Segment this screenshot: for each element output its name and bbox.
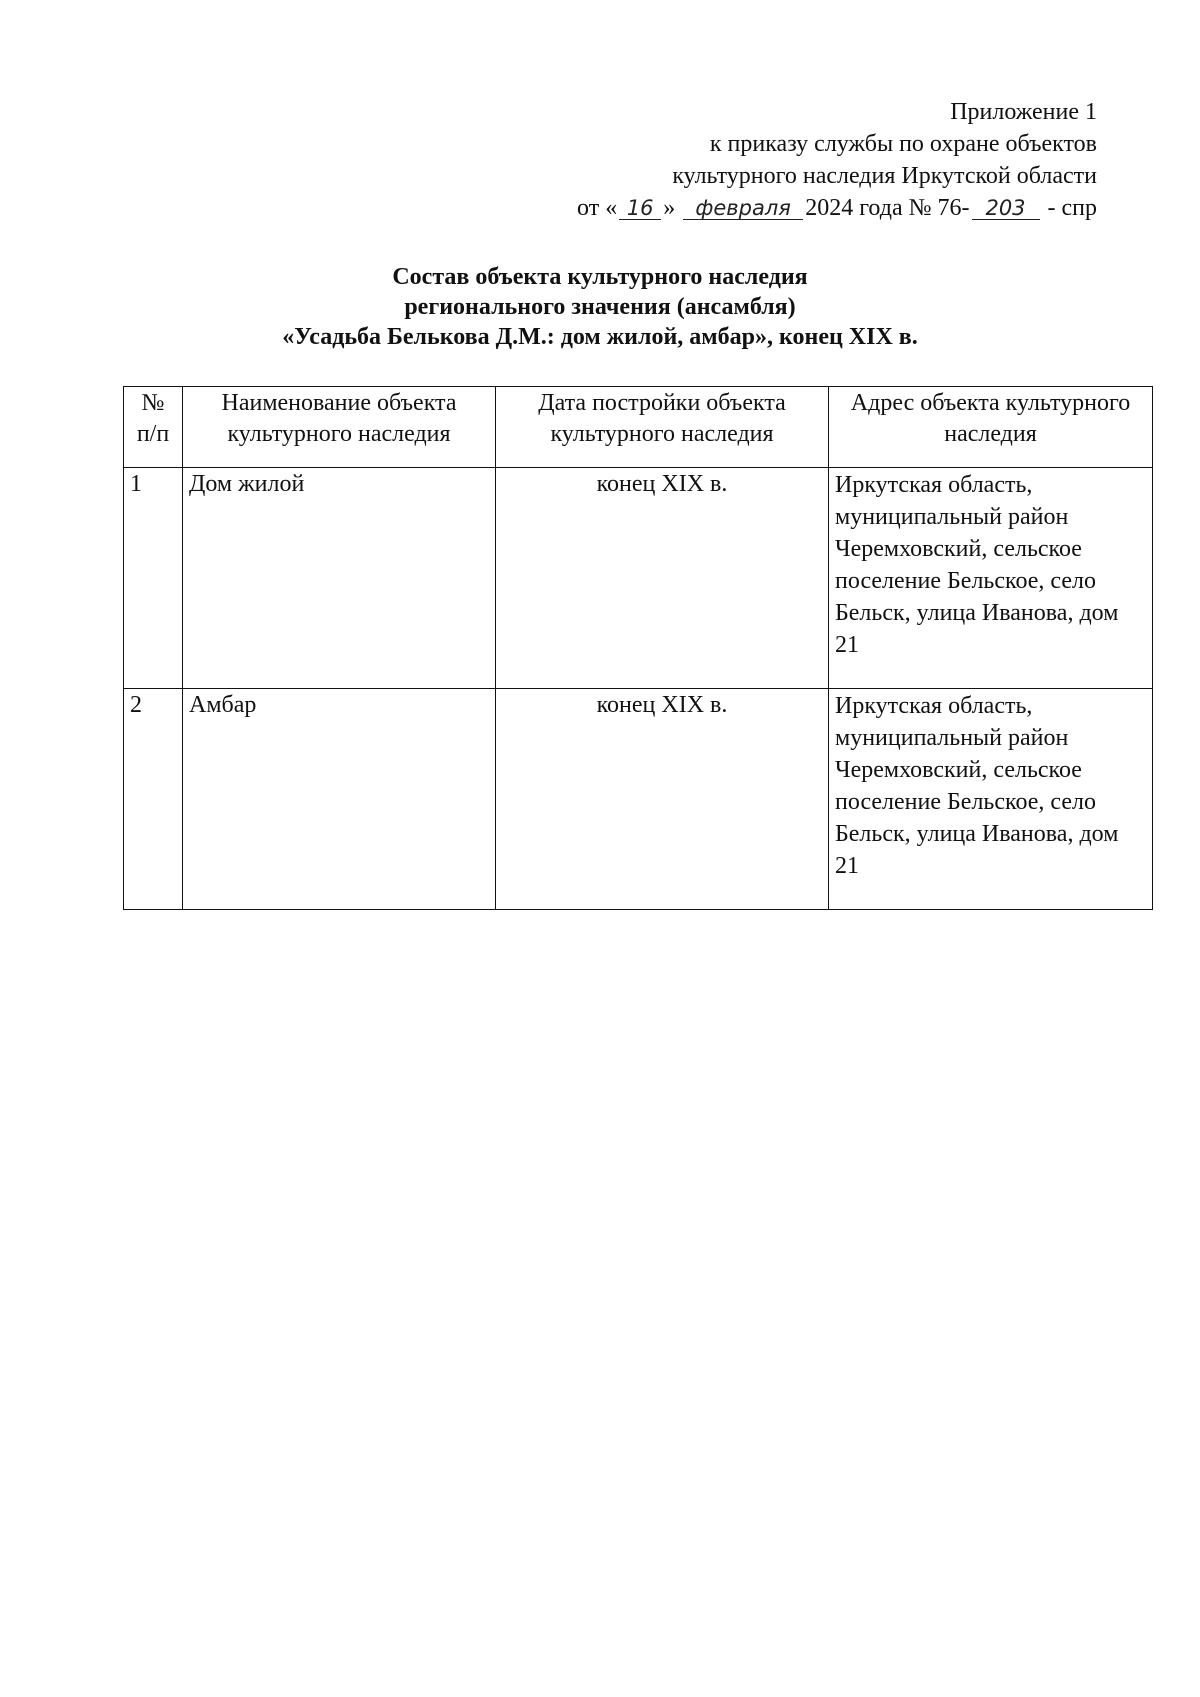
- cell-date: конец XIX в.: [496, 468, 829, 689]
- appendix-title: Приложение 1: [950, 99, 1097, 125]
- handwritten-day: 16: [619, 197, 661, 220]
- cell-address: Иркутская область, муниципальный район Черемховский, сельское поселение Бельское, село Бельск, улица Иванова, дом 21: [829, 468, 1153, 689]
- date-year: 2024 года № 76-: [805, 195, 970, 221]
- title-line-1: Состав объекта культурного наследия: [392, 264, 808, 290]
- header-date: Дата постройки объекта культурного наследия: [496, 387, 829, 468]
- order-suffix: - спр: [1047, 195, 1097, 221]
- header-name: Наименование объекта культурного наследия: [183, 387, 496, 468]
- title-line-3: «Усадьба Белькова Д.М.: дом жилой, амбар», конец XIX в.: [282, 324, 918, 350]
- header-num: № п/п: [124, 387, 183, 468]
- document-title: [0, 262, 1200, 352]
- table-header-row: [124, 387, 1153, 468]
- cell-name: Дом жилой: [183, 468, 496, 689]
- cell-name: Амбар: [183, 689, 496, 910]
- cell-num: 1: [124, 468, 183, 689]
- heritage-objects-table: [123, 386, 1153, 910]
- handwritten-month: февраля: [683, 197, 803, 220]
- table-row: [124, 468, 1153, 689]
- date-prefix: от «: [577, 195, 618, 221]
- table-row: [124, 689, 1153, 910]
- header-address: Адрес объекта культурного наследия: [829, 387, 1153, 468]
- date-mid: »: [663, 195, 676, 221]
- appendix-header: [577, 96, 1097, 224]
- cell-address: Иркутская область, муниципальный район Черемховский, сельское поселение Бельское, село Бельск, улица Иванова, дом 21: [829, 689, 1153, 910]
- title-line-2: регионального значения (ансамбля): [404, 294, 796, 320]
- appendix-date-line: [577, 192, 1097, 224]
- handwritten-order-number: 203: [972, 197, 1040, 220]
- cell-num: 2: [124, 689, 183, 910]
- appendix-authority: культурного наследия Иркутской области: [672, 163, 1097, 189]
- appendix-order-ref: к приказу службы по охране объектов: [709, 131, 1097, 157]
- cell-date: конец XIX в.: [496, 689, 829, 910]
